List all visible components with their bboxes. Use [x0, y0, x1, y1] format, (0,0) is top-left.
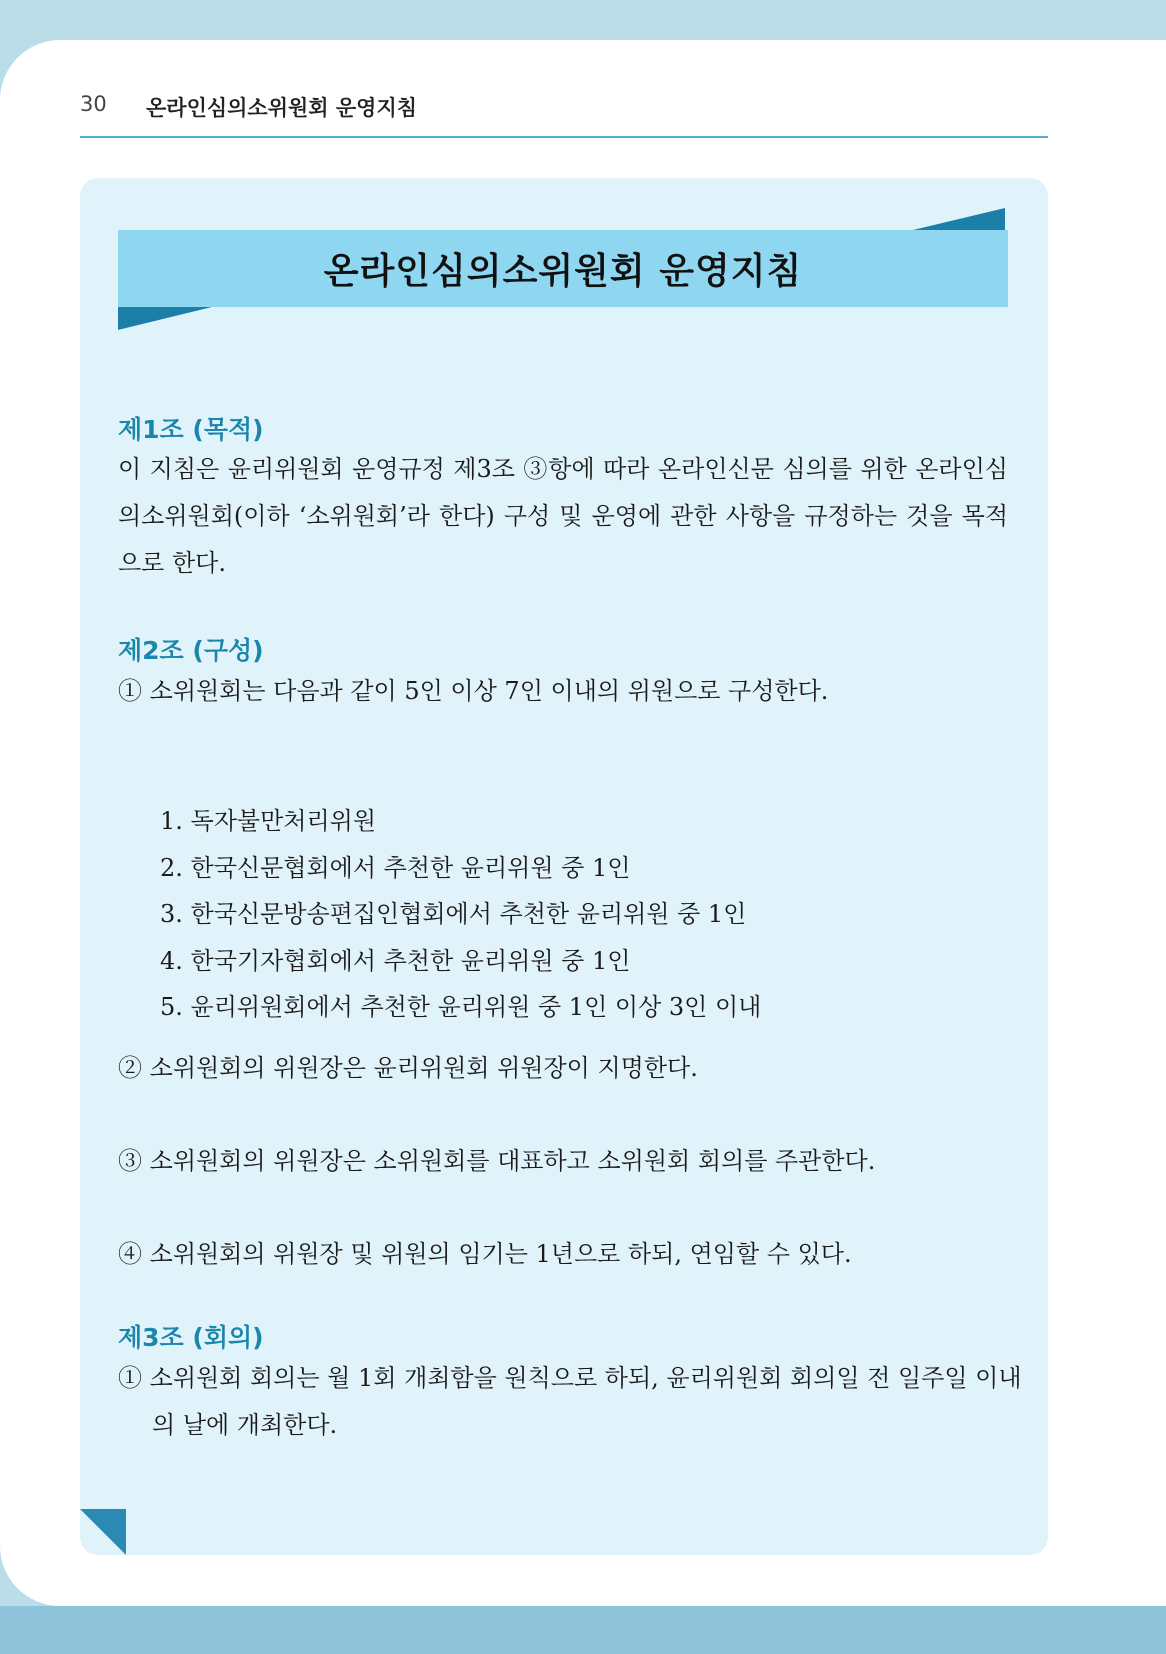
running-header — [80, 92, 1048, 138]
list-item: 2. 한국신문협회에서 추천한 윤리위원 중 1인 — [160, 853, 631, 882]
list-item: 3. 한국신문방송편집인협회에서 추천한 윤리위원 중 1인 — [160, 900, 747, 928]
article-1-text: 이 지침은 윤리위원회 운영규정 제3조 ③항에 따라 온라인신문 심의를 위한 온라인심의소위원회(이하 ‘소위원회’라 한다) 구성 및 운영에 관한 사항을 규정하는 것을 목적으로 한다. — [118, 455, 1008, 577]
ribbon-fold-left — [118, 307, 212, 330]
page-number: 30 — [80, 92, 107, 116]
running-header-title: 온라인심의소위원회 운영지침 — [146, 96, 418, 120]
article-2-clause-1: ① 소위원회는 다음과 같이 5인 이상 7인 이내의 위원으로 구성한다. — [118, 677, 829, 705]
article-3-clause-1: ① 소위원회 회의는 월 1회 개최함을 원칙으로 하되, 윤리위원회 회의일 전 일주일 이내의 날에 개최한다. — [118, 1364, 1022, 1439]
bottom-decorative-band — [0, 1606, 1166, 1654]
article-3-heading: 제3조 (회의) — [118, 1323, 264, 1352]
member-list — [160, 798, 761, 1031]
content-panel — [80, 178, 1048, 1555]
list-item: 1. 독자불만처리위원 — [160, 807, 376, 835]
list-item: 4. 한국기자협회에서 추천한 윤리위원 중 1인 — [160, 946, 631, 975]
article-1-heading: 제1조 (목적) — [118, 415, 264, 444]
ribbon-fold-right — [913, 208, 1005, 230]
title-banner — [118, 230, 1008, 307]
banner-title: 온라인심의소위원회 운영지침 — [323, 251, 803, 292]
top-decorative-band — [0, 0, 1166, 40]
article-2-clause-2: ② 소위원회의 위원장은 윤리위원회 위원장이 지명한다. — [118, 1054, 698, 1082]
article-2-clause-3: ③ 소위원회의 위원장은 소위원회를 대표하고 소위원회 회의를 주관한다. — [118, 1147, 876, 1175]
article-2-clause-4: ④ 소위원회의 위원장 및 위원의 임기는 1년으로 하되, 연임할 수 있다. — [118, 1240, 852, 1268]
article-2-heading: 제2조 (구성) — [118, 636, 264, 665]
corner-fold — [80, 1509, 126, 1555]
list-item: 5. 윤리위원회에서 추천한 윤리위원 중 1인 이상 3인 이내 — [160, 993, 762, 1021]
